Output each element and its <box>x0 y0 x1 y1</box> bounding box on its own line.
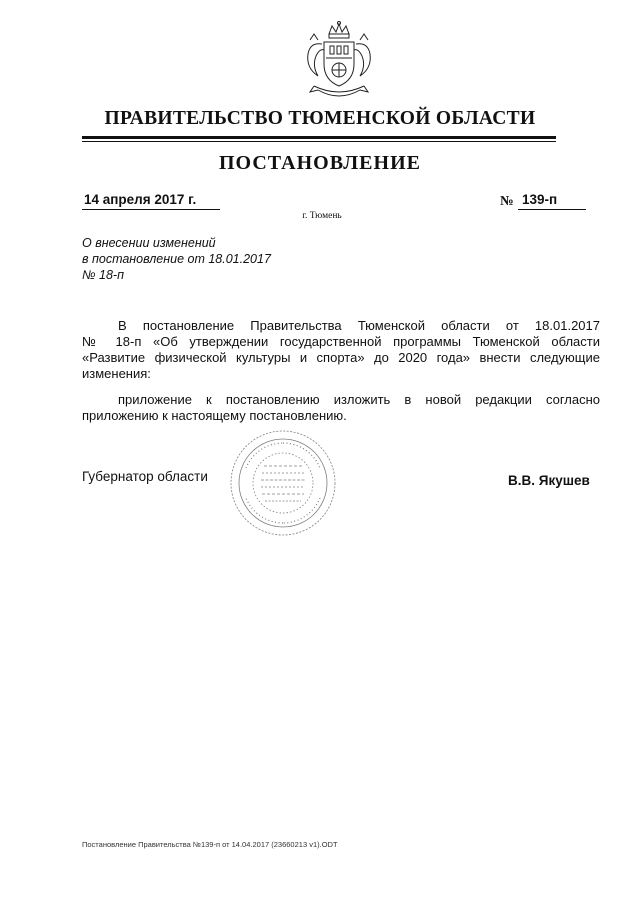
date-underline <box>82 209 220 210</box>
subject-line: О внесении изменений <box>82 236 216 250</box>
number-underline <box>518 209 586 210</box>
body-line: № 18-п «Об утверждении государственной программы Тюменской области <box>82 334 600 349</box>
official-stamp-icon <box>228 428 338 538</box>
signatory-name: В.В. Якушев <box>508 473 590 488</box>
subject-line: № 18-п <box>82 268 124 282</box>
document-number: 139-п <box>522 192 558 207</box>
body-line: приложению к настоящему постановлению. <box>82 408 347 423</box>
body-line: приложение к постановлению изложить в новой редакции согласно <box>118 392 600 407</box>
document-date: 14 апреля 2017 г. <box>84 192 197 207</box>
signatory-title: Губернатор области <box>82 469 208 484</box>
body-paragraph-2 <box>82 392 600 424</box>
body-line: «Развитие физической культуры и спорта» до 2020 года» внести следующие <box>82 350 600 365</box>
government-title: ПРАВИТЕЛЬСТВО ТЮМЕНСКОЙ ОБЛАСТИ <box>104 108 536 129</box>
document-type: ПОСТАНОВЛЕНИЕ <box>219 152 421 174</box>
body-line: В постановление Правительства Тюменской области от 18.01.2017 <box>118 318 600 333</box>
number-sign: № <box>500 193 514 208</box>
header-rule-thick <box>82 136 556 139</box>
body-paragraph-1 <box>82 318 600 382</box>
coat-of-arms-icon <box>296 20 382 106</box>
header-rule-thin <box>82 141 556 142</box>
document-city: г. Тюмень <box>302 211 342 221</box>
subject-line: в постановление от 18.01.2017 <box>82 252 271 266</box>
body-line: изменения: <box>82 366 151 381</box>
document-subject <box>82 235 402 283</box>
document-footer: Постановление Правительства №139-п от 14.04.2017 (23660213 v1).ODT <box>82 840 338 849</box>
